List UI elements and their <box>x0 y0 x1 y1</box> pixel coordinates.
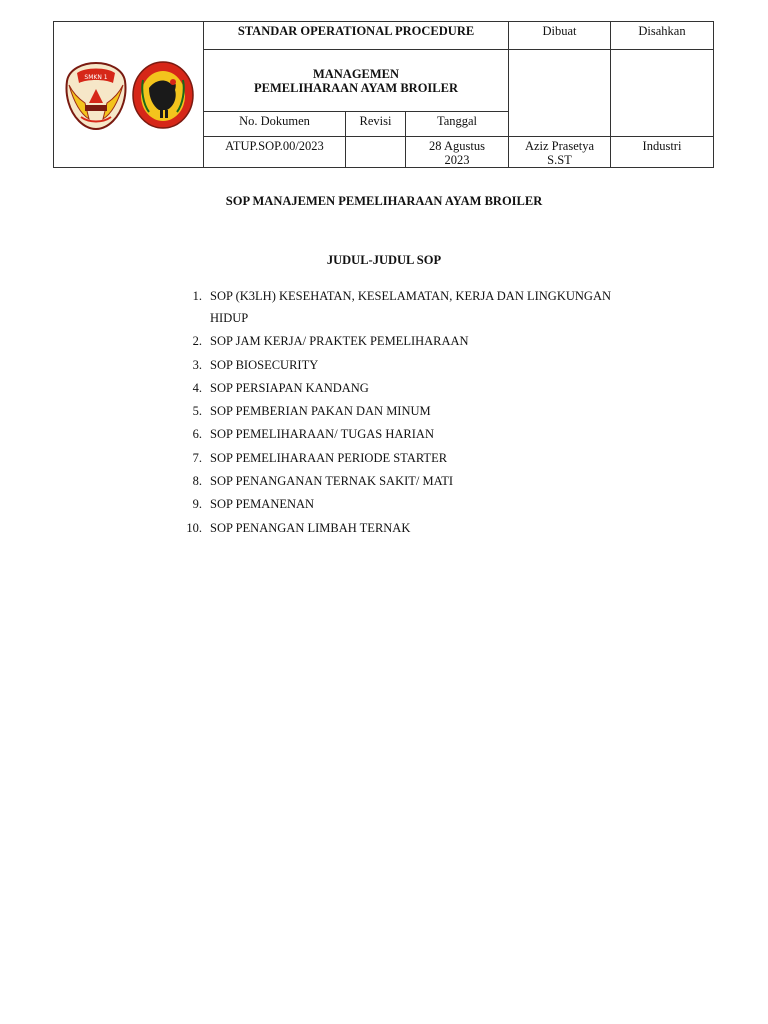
list-item <box>172 377 642 399</box>
revisi-value-cell <box>346 137 406 168</box>
disahkan-signature-cell <box>611 50 714 137</box>
list-item-number: 7. <box>192 450 202 465</box>
dibuat-signature-cell <box>509 50 611 137</box>
list-item <box>172 493 642 515</box>
doc-header-title-cell <box>204 50 509 112</box>
sop-list <box>172 285 642 540</box>
list-item-number: 6. <box>192 427 202 442</box>
disahkan-label-cell: Disahkan <box>611 22 714 50</box>
list-item-number: 2. <box>192 334 202 349</box>
list-item-number: 8. <box>192 474 202 489</box>
school-logo-icon <box>63 59 129 131</box>
list-item-number: 9. <box>192 497 202 512</box>
dibuat-value-cell <box>509 137 611 168</box>
disahkan-value-cell: Industri <box>611 137 714 168</box>
list-item-text: SOP (K3LH) KESEHATAN, KESELAMATAN, KERJA DAN LINGKUNGAN HIDUP <box>210 289 611 325</box>
list-item-number: 10. <box>186 520 202 535</box>
tanggal-label-cell: Tanggal <box>406 112 509 137</box>
logo-cell <box>54 22 204 168</box>
list-item-text: SOP PERSIAPAN KANDANG <box>210 380 369 395</box>
sop-label-cell: STANDAR OPERATIONAL PROCEDURE <box>204 22 509 50</box>
document-title: SOP MANAJEMEN PEMELIHARAAN AYAM BROILER <box>225 194 543 208</box>
list-item <box>172 354 642 376</box>
list-item-text: SOP PEMBERIAN PAKAN DAN MINUM <box>210 404 431 419</box>
list-item <box>172 517 642 539</box>
no-dokumen-label-cell: No. Dokumen <box>204 112 346 137</box>
list-title: JUDUL-JUDUL SOP <box>326 253 442 267</box>
list-item-text: SOP BIOSECURITY <box>210 357 319 372</box>
logo-school-text: SMKN 1 <box>83 73 108 81</box>
header-table <box>53 21 714 168</box>
list-item-text: SOP PEMANENAN <box>210 497 315 512</box>
rooster-logo-icon <box>131 60 195 130</box>
list-item-text: SOP PENANGANAN TERNAK SAKIT/ MATI <box>210 474 454 489</box>
list-item-number: 1. <box>192 289 202 303</box>
list-item-number: 3. <box>192 357 202 372</box>
no-dokumen-value-cell: ATUP.SOP.00/2023 <box>204 137 346 168</box>
revisi-label-cell: Revisi <box>346 112 406 137</box>
list-item <box>172 423 642 445</box>
tanggal-value: 28 Agustus 2023 <box>429 139 485 167</box>
list-item <box>172 285 642 329</box>
list-item-text: SOP JAM KERJA/ PRAKTEK PEMELIHARAAN <box>210 334 469 349</box>
list-item-number: 4. <box>192 380 202 395</box>
list-item-text: SOP PENANGAN LIMBAH TERNAK <box>210 520 411 535</box>
list-item-number: 5. <box>192 404 202 419</box>
tanggal-value-cell <box>406 137 509 168</box>
list-item <box>172 330 642 352</box>
list-item <box>172 470 642 492</box>
list-item <box>172 447 642 469</box>
doc-header-title-line2: PEMELIHARAAN AYAM BROILER <box>254 80 458 95</box>
dibuat-label-cell: Dibuat <box>509 22 611 50</box>
list-item <box>172 400 642 422</box>
doc-header-title-line1: MANAGEMEN <box>312 66 400 81</box>
dibuat-value: Aziz Prasetya S.ST <box>524 139 595 167</box>
list-item-text: SOP PEMELIHARAAN PERIODE STARTER <box>210 450 448 465</box>
list-item-text: SOP PEMELIHARAAN/ TUGAS HARIAN <box>210 427 434 442</box>
